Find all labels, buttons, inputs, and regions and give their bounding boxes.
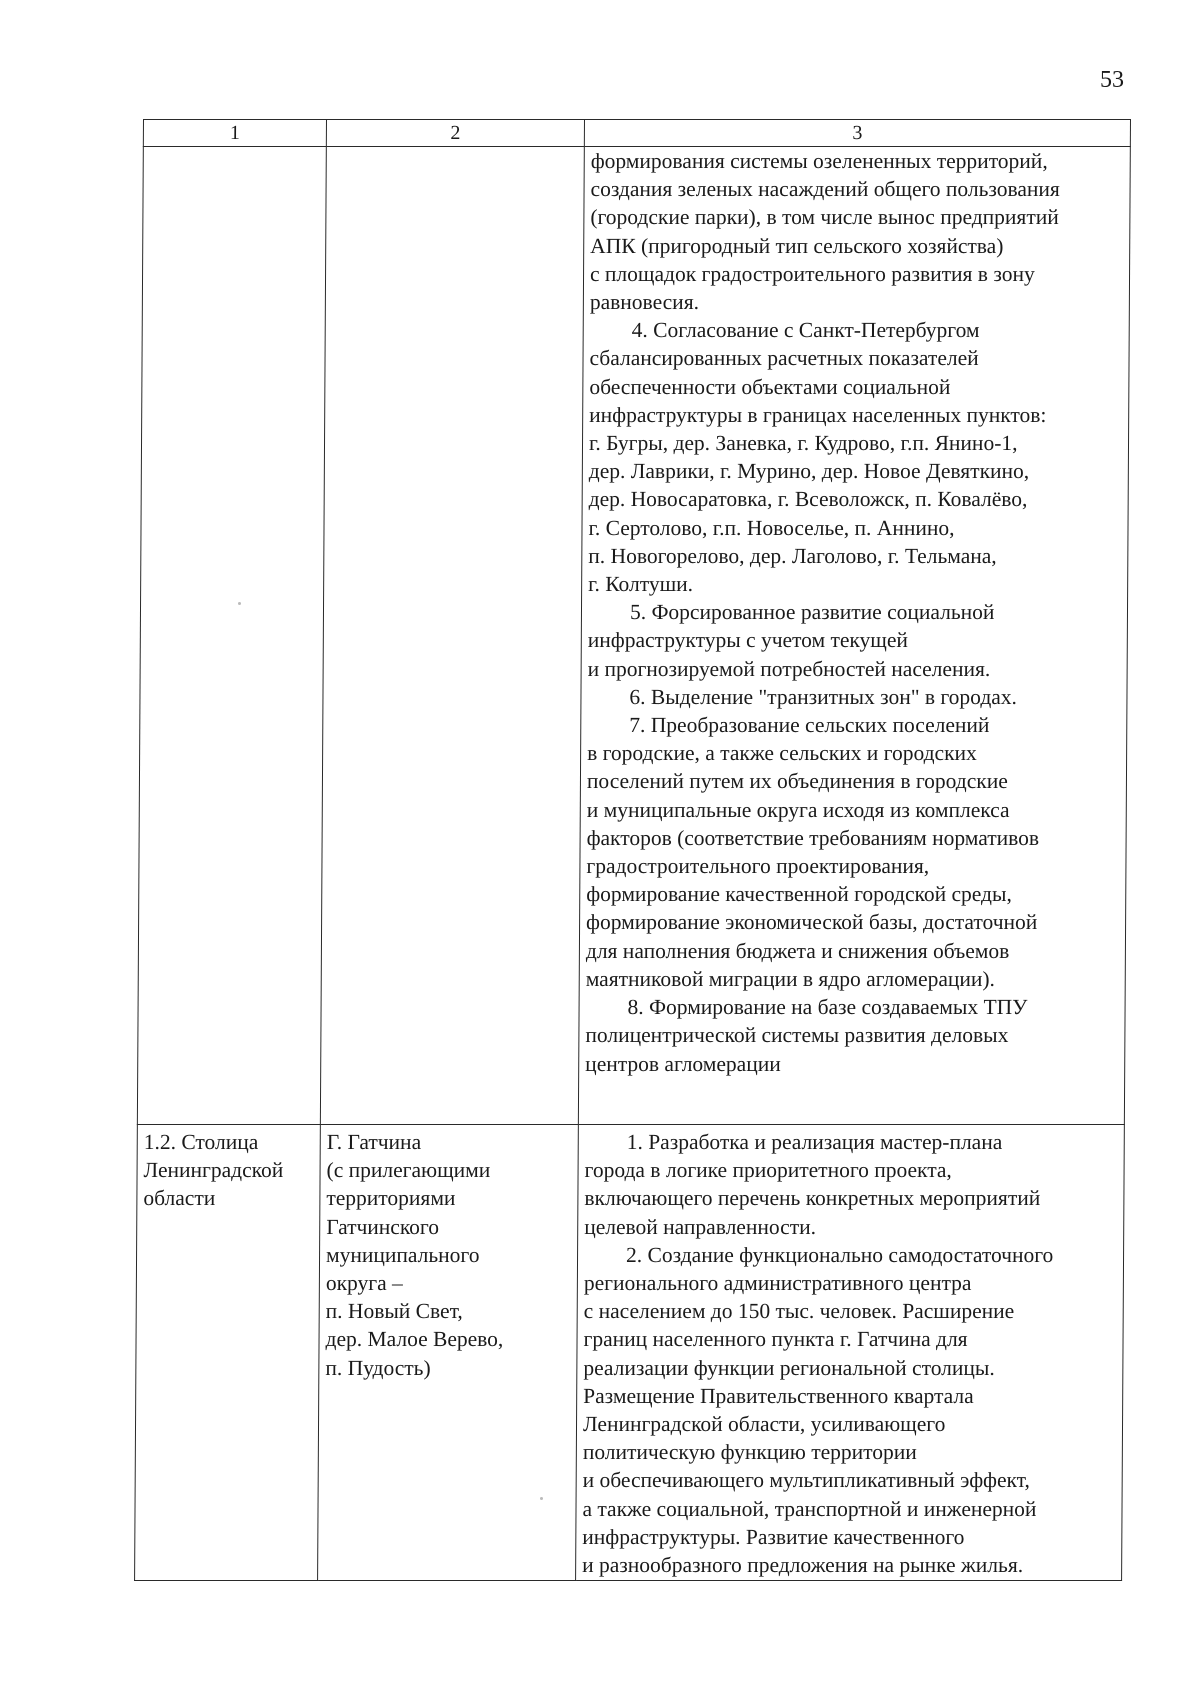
text-line: регионального административного центра — [583, 1271, 972, 1296]
text-line: градостроительного проектирования, — [586, 854, 930, 879]
text-line: дер. Лаврики, г. Мурино, дер. Новое Девяткино, — [588, 459, 1030, 484]
text-line: и разнообразного предложения на рынке жилья. — [582, 1553, 1024, 1578]
text-line: обеспеченности объектами социальной — [589, 374, 951, 399]
text-line: города в логике приоритетного проекта, — [584, 1158, 952, 1183]
text-line: 8. Формирование на базе создаваемых ТПУ — [627, 995, 1028, 1020]
text-line: формирование экономической базы, достаточной — [586, 910, 1038, 935]
text-line: факторов (соответствие требованиям нормативов — [586, 825, 1040, 850]
text-line: дер. Новосаратовка, г. Всеволожск, п. Ковалёво, — [588, 487, 1028, 512]
section-1-2-measures-cell — [576, 1125, 1125, 1581]
text-line: в городские, а также сельских и городских — [587, 741, 977, 766]
text-line: г. Бугры, дер. Заневка, г. Кудрово, г.п. Янино-1, — [588, 431, 1018, 456]
text-line: п. Новогорелово, дер. Лаголово, г. Тельмана, — [588, 543, 997, 568]
text-line: с площадок градостроительного развития в зону — [589, 261, 1035, 286]
section-1-2-location-cell — [318, 1125, 579, 1581]
text-line: Размещение Правительственного квартала — [583, 1383, 974, 1408]
text-line: инфраструктуры в границах населенных пунктов: — [589, 402, 1047, 427]
text-line: и муниципальные округа исходя из комплекса — [586, 797, 1010, 822]
text-line: полицентрической системы развития деловых — [585, 1023, 1009, 1048]
text-line: формирование качественной городской среды, — [586, 882, 1012, 907]
text-line: включающего перечень конкретных мероприятий — [584, 1186, 1041, 1211]
text-line: (городские парки), в том числе вынос предприятий — [590, 205, 1059, 230]
text-line: для наполнения бюджета и снижения объемов — [585, 938, 1010, 963]
text-line: политическую функцию территории — [582, 1440, 917, 1465]
text-line: Ленинградской области, усиливающего — [582, 1412, 946, 1437]
text-line: п. Пудость) — [325, 1355, 431, 1380]
text-line: Гатчинского — [326, 1214, 440, 1239]
continuation-col3-cell — [578, 147, 1130, 1125]
text-line: 1.2. Столица — [143, 1130, 259, 1154]
text-line: центров агломерации — [585, 1051, 781, 1076]
text-line: целевой направленности. — [584, 1214, 817, 1239]
text-line: 2. Создание функционально самодостаточного — [625, 1242, 1054, 1267]
header-cell-1: 1 — [143, 120, 326, 147]
text-line: п. Новый Свет, — [325, 1299, 463, 1324]
text-line: округа – — [325, 1271, 403, 1296]
text-line: г. Колтуши. — [588, 572, 694, 597]
text-line: г. Сертолово, г.п. Новоселье, п. Аннино, — [588, 515, 955, 540]
text-line: границ населенного пункта г. Гатчина для — [583, 1327, 968, 1352]
page-number: 53 — [1100, 67, 1124, 93]
text-line: 4. Согласование с Санкт-Петербургом — [631, 318, 980, 343]
table-row-continuation — [137, 147, 1130, 1125]
text-line: муниципального — [325, 1242, 480, 1267]
text-line: территориями — [326, 1186, 456, 1211]
text-line: а также социальной, транспортной и инженерной — [582, 1496, 1037, 1521]
text-line: маятниковой миграции в ядро агломерации). — [585, 966, 996, 991]
header-cell-3: 3 — [584, 120, 1130, 147]
text-line: АПК (пригородный тип сельского хозяйства) — [590, 233, 1004, 258]
scan-speck — [540, 1497, 543, 1500]
text-line: инфраструктуры с учетом текущей — [587, 628, 909, 653]
continuation-col2-cell — [320, 147, 584, 1125]
text-line: с населением до 150 тыс. человек. Расширение — [583, 1299, 1015, 1324]
continuation-col1-cell — [137, 147, 326, 1125]
header-cell-2: 2 — [326, 120, 584, 147]
text-line: и обеспечивающего мультипликативный эффект, — [582, 1468, 1030, 1493]
text-line: поселений путем их объединения в городские — [586, 769, 1008, 794]
text-line: дер. Малое Верево, — [325, 1327, 504, 1352]
text-line: и прогнозируемой потребностей населения. — [587, 656, 991, 681]
text-line: 7. Преобразование сельских поселений — [629, 713, 990, 738]
text-line: реализации функции региональной столицы. — [583, 1355, 995, 1380]
text-line: (с прилегающими — [326, 1158, 491, 1183]
table-header-row — [143, 120, 1130, 147]
text-line: Ленинградской — [143, 1158, 284, 1183]
text-line: области — [143, 1186, 216, 1211]
text-line: Г. Гатчина — [326, 1130, 422, 1154]
document-table — [134, 119, 1131, 1581]
table-row-section-1-2 — [135, 1125, 1125, 1581]
text-line: 6. Выделение "транзитных зон" в городах. — [629, 684, 1018, 709]
scan-speck — [238, 602, 241, 605]
text-line: сбалансированных расчетных показателей — [589, 346, 979, 371]
text-line: 1. Разработка и реализация мастер-плана — [626, 1130, 1003, 1154]
text-line: 5. Форсированное развитие социальной — [629, 600, 995, 625]
section-1-2-title-cell — [135, 1125, 321, 1581]
text-line: создания зеленых насаждений общего пользования — [590, 177, 1060, 202]
text-line: формирования системы озелененных территорий, — [590, 149, 1048, 173]
text-line: инфраструктуры. Развитие качественного — [582, 1524, 965, 1549]
text-line: равновесия. — [589, 290, 700, 315]
